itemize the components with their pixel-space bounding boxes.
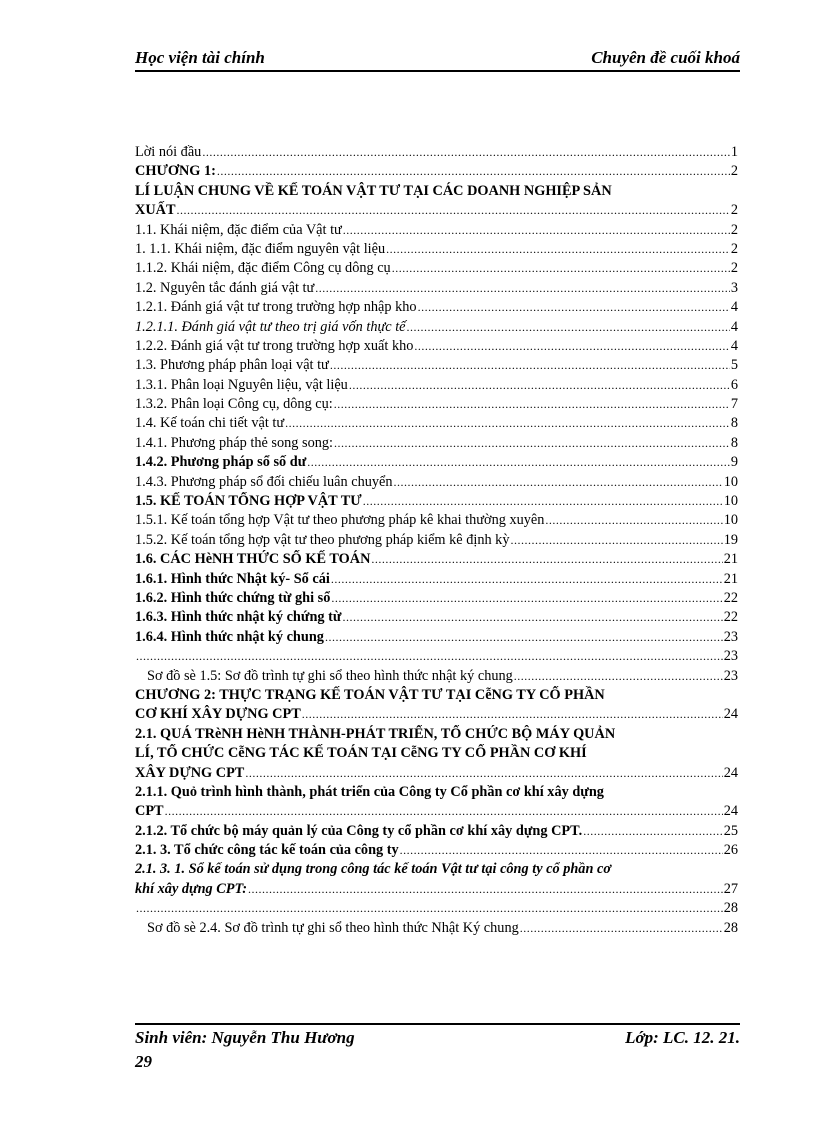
- toc-leader-dots: [371, 550, 722, 569]
- toc-leader-dots: [315, 279, 730, 298]
- toc-entry-title: Sơ đồ sè 2.4. Sơ đồ trình tự ghi sổ theo hình thức Nhật Ký chung: [147, 919, 519, 936]
- toc-entry-page: 8: [730, 434, 738, 451]
- toc-leader-dots: [331, 589, 722, 608]
- toc-entry-title: CPT: [135, 803, 164, 820]
- toc-entry[interactable]: [135, 860, 738, 879]
- toc-entry[interactable]: [135, 608, 738, 627]
- toc-entry[interactable]: [135, 725, 738, 744]
- toc-entry-title: CHƯƠNG 2: THỰC TRẠNG KẾ TOÁN VẬT TƯ TẠI CễNG TY CỔ PHẦN: [135, 686, 605, 703]
- toc-entry-page: 21: [723, 570, 738, 587]
- toc-entry-title: CHƯƠNG 1:: [135, 163, 216, 180]
- toc-leader-dots: [285, 414, 730, 433]
- toc-leader-dots: [583, 822, 723, 841]
- toc-entry[interactable]: [135, 647, 738, 666]
- toc-entry-page: 10: [723, 512, 738, 529]
- toc-entry-page: 24: [723, 803, 738, 820]
- toc-entry-page: 8: [730, 415, 738, 432]
- toc-leader-dots: [307, 453, 730, 472]
- toc-entry-page: 2: [730, 221, 738, 238]
- toc-entry[interactable]: [135, 550, 738, 569]
- toc-leader-dots: [392, 259, 730, 278]
- toc-leader-dots: [245, 764, 722, 783]
- header-document-title: Chuyên đề cuối khoá: [591, 48, 740, 67]
- toc-leader-dots: [414, 337, 729, 356]
- toc-entry-page: 2: [730, 260, 738, 277]
- header-divider: [135, 70, 740, 72]
- toc-entry[interactable]: [135, 453, 738, 472]
- toc-entry[interactable]: [135, 143, 738, 162]
- footer-divider: [135, 1023, 740, 1025]
- toc-entry-page: 3: [730, 279, 738, 296]
- toc-entry-title: LÍ, TỔ CHỨC CễNG TÁC KẾ TOÁN TẠI CễNG TY CỔ PHẦN CƠ KHÍ: [135, 745, 587, 762]
- toc-entry-title: XÂY DỰNG CPT: [135, 764, 245, 781]
- toc-entry-title: khí xây dựng CPT:: [135, 880, 247, 897]
- footer-student: Sinh viên: Nguyễn Thu Hương: [135, 1028, 355, 1047]
- toc-entry[interactable]: [135, 764, 738, 783]
- toc-entry-page: 28: [723, 919, 738, 936]
- toc-entry-title: XUẤT: [135, 202, 176, 219]
- toc-leader-dots: [510, 531, 722, 550]
- toc-leader-dots: [325, 628, 723, 647]
- toc-leader-dots: [217, 162, 730, 181]
- toc-entry-page: 22: [723, 609, 738, 626]
- toc-entry-title: 1.5. KẾ TOÁN TỔNG HỢP VẬT TƯ: [135, 493, 362, 510]
- toc-entry[interactable]: [135, 434, 738, 453]
- toc-entry-page: 4: [730, 299, 738, 316]
- toc-entry-page: 23: [723, 667, 738, 684]
- toc-leader-dots: [177, 201, 730, 220]
- toc-entry[interactable]: [135, 686, 738, 705]
- toc-entry-page: 21: [723, 551, 738, 568]
- toc-entry[interactable]: [135, 589, 738, 608]
- toc-entry-page: 25: [723, 822, 738, 839]
- toc-leader-dots: [545, 511, 722, 530]
- toc-entry[interactable]: [135, 511, 738, 530]
- toc-leader-dots: [202, 143, 730, 162]
- toc-leader-dots: [302, 705, 723, 724]
- toc-entry-title: 1.1.2. Khái niệm, đặc điểm Công cụ dông cụ: [135, 260, 391, 277]
- toc-entry[interactable]: [135, 919, 738, 938]
- footer-class: Lớp: LC. 12. 21.: [625, 1028, 740, 1047]
- toc-entry[interactable]: [135, 783, 738, 802]
- toc-entry[interactable]: [135, 240, 738, 259]
- toc-entry-title: 1.6. CÁC HèNH THỨC SỔ KẾ TOÁN: [135, 551, 371, 568]
- page-header: [135, 48, 740, 72]
- toc-entry-page: 24: [723, 764, 738, 781]
- toc-entry-title: 2.1. 3. 1. Sổ kế toán sử dụng trong công tác kế toán Vật tư tại công ty cổ phần cơ: [135, 861, 611, 878]
- toc-entry[interactable]: [135, 162, 738, 181]
- page-number: 29: [135, 1052, 152, 1071]
- toc-entry-title: 1. 1.1. Khái niệm, đặc điểm nguyên vật liệu: [135, 240, 386, 257]
- toc-entry-page: 4: [730, 337, 738, 354]
- toc-entry-title: 1.2.1. Đánh giá vật tư trong trường hợp nhập kho: [135, 299, 417, 316]
- toc-entry[interactable]: [135, 899, 738, 918]
- toc-entry[interactable]: [135, 667, 738, 686]
- toc-entry-title: 1.4.1. Phương pháp thẻ song song:: [135, 434, 333, 451]
- toc-entry-title: 2.1. QUÁ TRèNH HèNH THÀNH-PHÁT TRIỂN, TỔ CHỨC BỘ MÁY QUẢN: [135, 725, 616, 742]
- toc-entry[interactable]: [135, 356, 738, 375]
- toc-entry-title: 1.6.4. Hình thức nhật ký chung: [135, 628, 324, 645]
- toc-entry[interactable]: [135, 337, 738, 356]
- toc-entry-title: 1.3.1. Phân loại Nguyên liệu, vật liệu: [135, 376, 348, 393]
- toc-leader-dots: [400, 841, 723, 860]
- toc-entry[interactable]: [135, 492, 738, 511]
- toc-entry-page: 19: [723, 531, 738, 548]
- toc-entry[interactable]: [135, 802, 738, 821]
- toc-leader-dots: [514, 667, 723, 686]
- toc-entry-title: CƠ KHÍ XÂY DỰNG CPT: [135, 706, 301, 723]
- toc-leader-dots: [334, 434, 730, 453]
- toc-entry-page: 28: [723, 900, 738, 917]
- toc-entry-title: 1.6.3. Hình thức nhật ký chứng từ: [135, 609, 342, 626]
- header-institution: Học viện tài chính: [135, 48, 265, 67]
- toc-leader-dots: [248, 880, 723, 899]
- toc-leader-dots: [330, 356, 730, 375]
- toc-entry-title: 1.6.2. Hình thức chứng từ ghi sổ: [135, 589, 331, 606]
- toc-entry-title: 2.1.1. Quỏ trình hình thành, phát triển của Công ty Cổ phần cơ khí xây dựng: [135, 783, 604, 800]
- toc-leader-dots: [136, 647, 723, 666]
- toc-entry-title: LÍ LUẬN CHUNG VỀ KẾ TOÁN VẬT TƯ TẠI CÁC DOANH NGHIỆP SẢN: [135, 182, 612, 199]
- toc-entry-title: 1.5.2. Kế toán tổng hợp vật tư theo phương pháp kiểm kê định kỳ: [135, 531, 510, 548]
- toc-entry[interactable]: [135, 744, 738, 763]
- toc-leader-dots: [342, 608, 722, 627]
- toc-entry[interactable]: [135, 201, 738, 220]
- toc-entry-page: 5: [730, 357, 738, 374]
- toc-entry[interactable]: [135, 705, 738, 724]
- toc-entry-title: 2.1. 3. Tổ chức công tác kế toán của công ty: [135, 842, 399, 859]
- toc-entry[interactable]: [135, 318, 738, 337]
- toc-entry[interactable]: [135, 628, 738, 647]
- toc-entry-page: 23: [723, 648, 738, 665]
- toc-entry[interactable]: [135, 298, 738, 317]
- toc-leader-dots: [407, 318, 730, 337]
- toc-entry-title: 1.2.2. Đánh giá vật tư trong trường hợp xuất kho: [135, 337, 414, 354]
- toc-entry-title: Sơ đồ sè 1.5: Sơ đồ trình tự ghi sổ theo hình thức nhật ký chung: [147, 667, 513, 684]
- toc-entry[interactable]: [135, 182, 738, 201]
- toc-leader-dots: [331, 570, 723, 589]
- toc-leader-dots: [394, 473, 723, 492]
- toc-entry-page: 6: [730, 376, 738, 393]
- toc-entry-page: 27: [723, 880, 738, 897]
- toc-leader-dots: [334, 395, 730, 414]
- toc-entry-page: 22: [723, 589, 738, 606]
- toc-entry-title: 1.2. Nguyên tắc đánh giá vật tư: [135, 279, 315, 296]
- toc-entry-page: 2: [730, 202, 738, 219]
- table-of-contents: [135, 143, 738, 938]
- toc-entry-page: 10: [723, 493, 738, 510]
- toc-entry-page: 23: [723, 628, 738, 645]
- toc-leader-dots: [386, 240, 730, 259]
- toc-entry[interactable]: [135, 570, 738, 589]
- toc-entry-page: 2: [730, 163, 738, 180]
- toc-entry-page: 10: [723, 473, 738, 490]
- toc-entry[interactable]: [135, 414, 738, 433]
- toc-entry-page: 24: [723, 706, 738, 723]
- toc-entry[interactable]: [135, 221, 738, 240]
- toc-entry-page: 4: [730, 318, 738, 335]
- toc-entry[interactable]: [135, 376, 738, 395]
- toc-entry-page: 26: [723, 842, 738, 859]
- toc-entry-page: 9: [730, 454, 738, 471]
- toc-entry[interactable]: [135, 279, 738, 298]
- toc-entry[interactable]: [135, 822, 738, 841]
- toc-entry-page: 2: [730, 240, 738, 257]
- toc-entry[interactable]: [135, 531, 738, 550]
- toc-entry[interactable]: [135, 841, 738, 860]
- toc-entry-title: Lời nói đầu: [135, 144, 202, 160]
- toc-entry-page: 1: [730, 144, 738, 160]
- toc-entry[interactable]: [135, 395, 738, 414]
- toc-entry-title: 2.1.2. Tổ chức bộ máy quản lý của Công ty cổ phần cơ khí xây dựng CPT.: [135, 822, 583, 839]
- toc-leader-dots: [418, 298, 730, 317]
- toc-entry-title: 1.3. Phương pháp phân loại vật tư: [135, 357, 329, 374]
- toc-leader-dots: [349, 376, 730, 395]
- toc-leader-dots: [343, 221, 730, 240]
- toc-entry-title: 1.4.2. Phương pháp sổ số dư: [135, 454, 307, 471]
- toc-entry-title: 1.6.1. Hình thức Nhật ký- Sổ cái: [135, 570, 330, 587]
- toc-leader-dots: [165, 802, 723, 821]
- toc-entry-title: 1.2.1.1. Đánh giá vật tư theo trị giá vốn thực tế: [135, 318, 406, 335]
- toc-entry[interactable]: [135, 880, 738, 899]
- toc-entry-title: 1.3.2. Phân loại Công cụ, dông cụ:: [135, 396, 333, 413]
- toc-entry-title: 1.4.3. Phương pháp sổ đối chiếu luân chuyển: [135, 473, 393, 490]
- toc-leader-dots: [520, 919, 723, 938]
- toc-leader-dots: [136, 899, 723, 918]
- toc-entry-title: 1.1. Khái niệm, đặc điểm của Vật tư: [135, 221, 342, 238]
- toc-entry-title: 1.4. Kế toán chi tiết vật tư: [135, 415, 285, 432]
- toc-entry-title: 1.5.1. Kế toán tổng hợp Vật tư theo phương pháp kê khai thường xuyên: [135, 512, 545, 529]
- toc-entry[interactable]: [135, 473, 738, 492]
- toc-entry-page: 7: [730, 396, 738, 413]
- toc-entry[interactable]: [135, 259, 738, 278]
- toc-leader-dots: [363, 492, 723, 511]
